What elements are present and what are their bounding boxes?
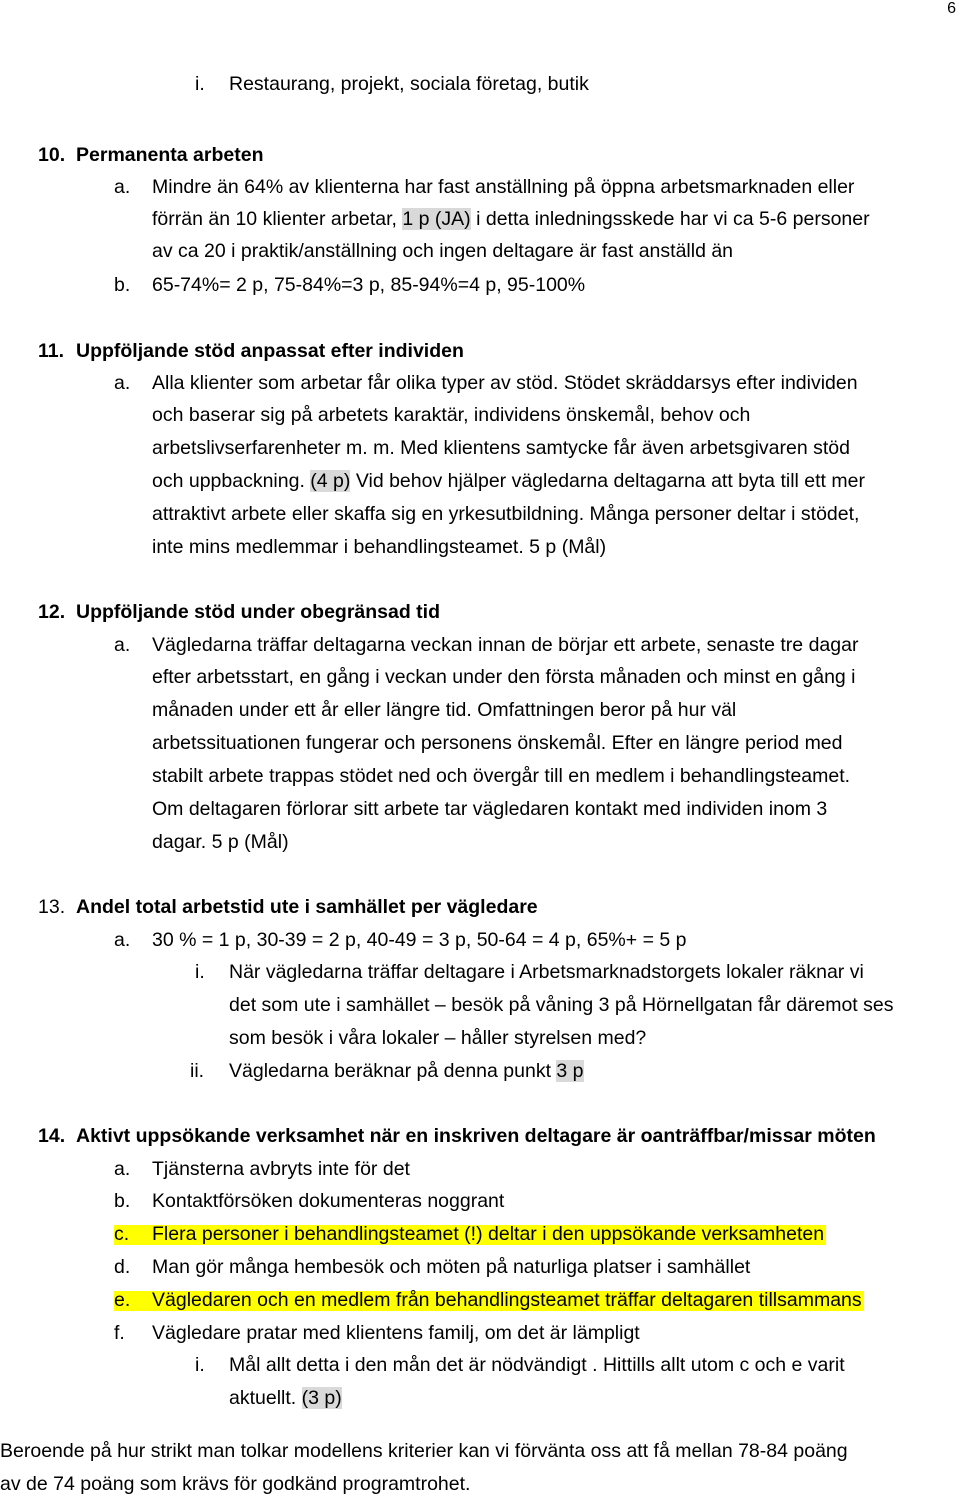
- section-heading: Uppföljande stöd under obegränsad tid: [76, 601, 441, 623]
- paragraph-line: inte mins medlemmar i behandlingsteamet. 5 p (Mål): [152, 536, 607, 558]
- section-number: 13.: [38, 896, 66, 918]
- list-item-text: Flera personer i behandlingsteamet (!) deltar i den uppsökande verksamheten: [152, 1223, 825, 1245]
- section-heading: Andel total arbetstid ute i samhället per vägledare: [76, 896, 538, 918]
- paragraph-line: arbetslivserfarenheter m. m. Med klientens samtycke får även arbetsgivaren stöd: [152, 437, 850, 459]
- list-marker: f.: [114, 1322, 125, 1344]
- section-number: 12.: [38, 601, 66, 623]
- text-segment: aktuellt.: [229, 1387, 297, 1409]
- list-marker: a.: [114, 929, 131, 951]
- paragraph-line: som besök i våra lokaler – håller styrelsen med?: [229, 1027, 647, 1049]
- paragraph-line: stabilt arbete trappas stödet ned och övergår till en medlem i behandlingsteamet.: [152, 765, 851, 787]
- list-marker: e.: [114, 1289, 131, 1311]
- paragraph-line: Mål allt detta i den mån det är nödvändigt . Hittills allt utom c och e varit: [229, 1354, 845, 1376]
- paragraph-line: Mindre än 64% av klienterna har fast anställning på öppna arbetsmarknaden eller: [152, 176, 855, 198]
- list-marker: a.: [114, 634, 131, 656]
- paragraph-line: [229, 1389, 342, 1409]
- paragraph-line: av ca 20 i praktik/anställning och ingen deltagare är fast anställd än: [152, 240, 734, 262]
- highlighted-list-item: [114, 1225, 826, 1245]
- paragraph-line: Om deltagaren förlorar sitt arbete tar vägledaren kontakt med individen inom 3: [152, 798, 828, 820]
- section-heading: Aktivt uppsökande verksamhet när en inskriven deltagare är oanträffbar/missar möten: [76, 1125, 876, 1147]
- list-item-text: Vägledaren och en medlem från behandlingsteamet träffar deltagaren tillsammans: [152, 1289, 862, 1311]
- list-marker: a.: [114, 1158, 131, 1180]
- highlighted-list-item: [114, 1291, 864, 1311]
- list-marker: i.: [195, 1354, 205, 1376]
- highlighted-score: (3 p): [301, 1387, 342, 1409]
- paragraph-line: efter arbetsstart, en gång i veckan under den första månaden och minst en gång i: [152, 666, 856, 688]
- paragraph-line: [229, 1062, 584, 1082]
- list-marker: c.: [114, 1223, 130, 1245]
- section-heading: Permanenta arbeten: [76, 144, 264, 166]
- list-item-text: Man gör många hembesök och möten på naturliga platser i samhället: [152, 1256, 751, 1278]
- list-marker: b.: [114, 274, 131, 296]
- paragraph-line: [152, 210, 870, 230]
- text-segment: och uppbackning.: [152, 470, 305, 492]
- list-marker: b.: [114, 1190, 131, 1212]
- list-marker: ii.: [190, 1060, 205, 1082]
- paragraph-line: [152, 472, 865, 492]
- list-marker: d.: [114, 1256, 131, 1278]
- list-item-text: Tjänsterna avbryts inte för det: [152, 1158, 410, 1180]
- closing-paragraph-line: Beroende på hur strikt man tolkar modellens kriterier kan vi förvänta oss att få mellan 78-84 poäng: [0, 1440, 848, 1462]
- paragraph-line: och baserar sig på arbetets karaktär, individens önskemål, behov och: [152, 404, 751, 426]
- paragraph-line: attraktivt arbete eller skaffa sig en yrkesutbildning. Många personer deltar i stödet,: [152, 503, 860, 525]
- text-segment: Vägledarna beräknar på denna punkt: [229, 1060, 551, 1082]
- paragraph-line: 65-74%= 2 p, 75-84%=3 p, 85-94%=4 p, 95-100%: [152, 274, 586, 296]
- section-number: 14.: [38, 1125, 66, 1147]
- paragraph-line: det som ute i samhället – besök på våning 3 på Hörnellgatan får däremot ses: [229, 994, 894, 1016]
- paragraph-line: månaden under ett år eller längre tid. Omfattningen beror på hur väl: [152, 699, 737, 721]
- list-marker: i.: [195, 961, 205, 983]
- text-segment: i detta inledningsskede har vi ca 5-6 personer: [476, 208, 870, 230]
- list-item-text: Vägledare pratar med klientens familj, om det är lämpligt: [152, 1322, 640, 1344]
- section-heading: Uppföljande stöd anpassat efter individen: [76, 340, 464, 362]
- paragraph-line: Vägledarna träffar deltagarna veckan innan de börjar ett arbete, senaste tre dagar: [152, 634, 859, 656]
- paragraph-line: 30 % = 1 p, 30-39 = 2 p, 40-49 = 3 p, 50-64 = 4 p, 65%+ = 5 p: [152, 929, 687, 951]
- paragraph-line: arbetssituationen fungerar och personens önskemål. Efter en längre period med: [152, 732, 843, 754]
- list-item-text: Kontaktförsöken dokumenteras noggrant: [152, 1190, 505, 1212]
- page-number: 6: [947, 0, 956, 17]
- highlighted-score: 3 p: [556, 1060, 584, 1082]
- closing-paragraph-line: av de 74 poäng som krävs för godkänd programtrohet.: [0, 1473, 471, 1495]
- list-marker: a.: [114, 176, 131, 198]
- text-segment: Vid behov hjälper vägledarna deltagarna att byta till ett mer: [355, 470, 865, 492]
- list-marker: i.: [195, 73, 205, 95]
- paragraph-line: dagar. 5 p (Mål): [152, 831, 289, 853]
- section-number: 11.: [38, 340, 65, 362]
- paragraph-line: När vägledarna träffar deltagare i Arbetsmarknadstorgets lokaler räknar vi: [229, 961, 864, 983]
- text-segment: förrän än 10 klienter arbetar,: [152, 208, 397, 230]
- list-item-text: Restaurang, projekt, sociala företag, butik: [229, 73, 589, 95]
- highlighted-score: (4 p): [310, 470, 351, 492]
- list-marker: a.: [114, 372, 131, 394]
- highlighted-score: 1 p (JA): [402, 208, 471, 230]
- section-number: 10.: [38, 144, 66, 166]
- paragraph-line: Alla klienter som arbetar får olika typer av stöd. Stödet skräddarsys efter individen: [152, 372, 858, 394]
